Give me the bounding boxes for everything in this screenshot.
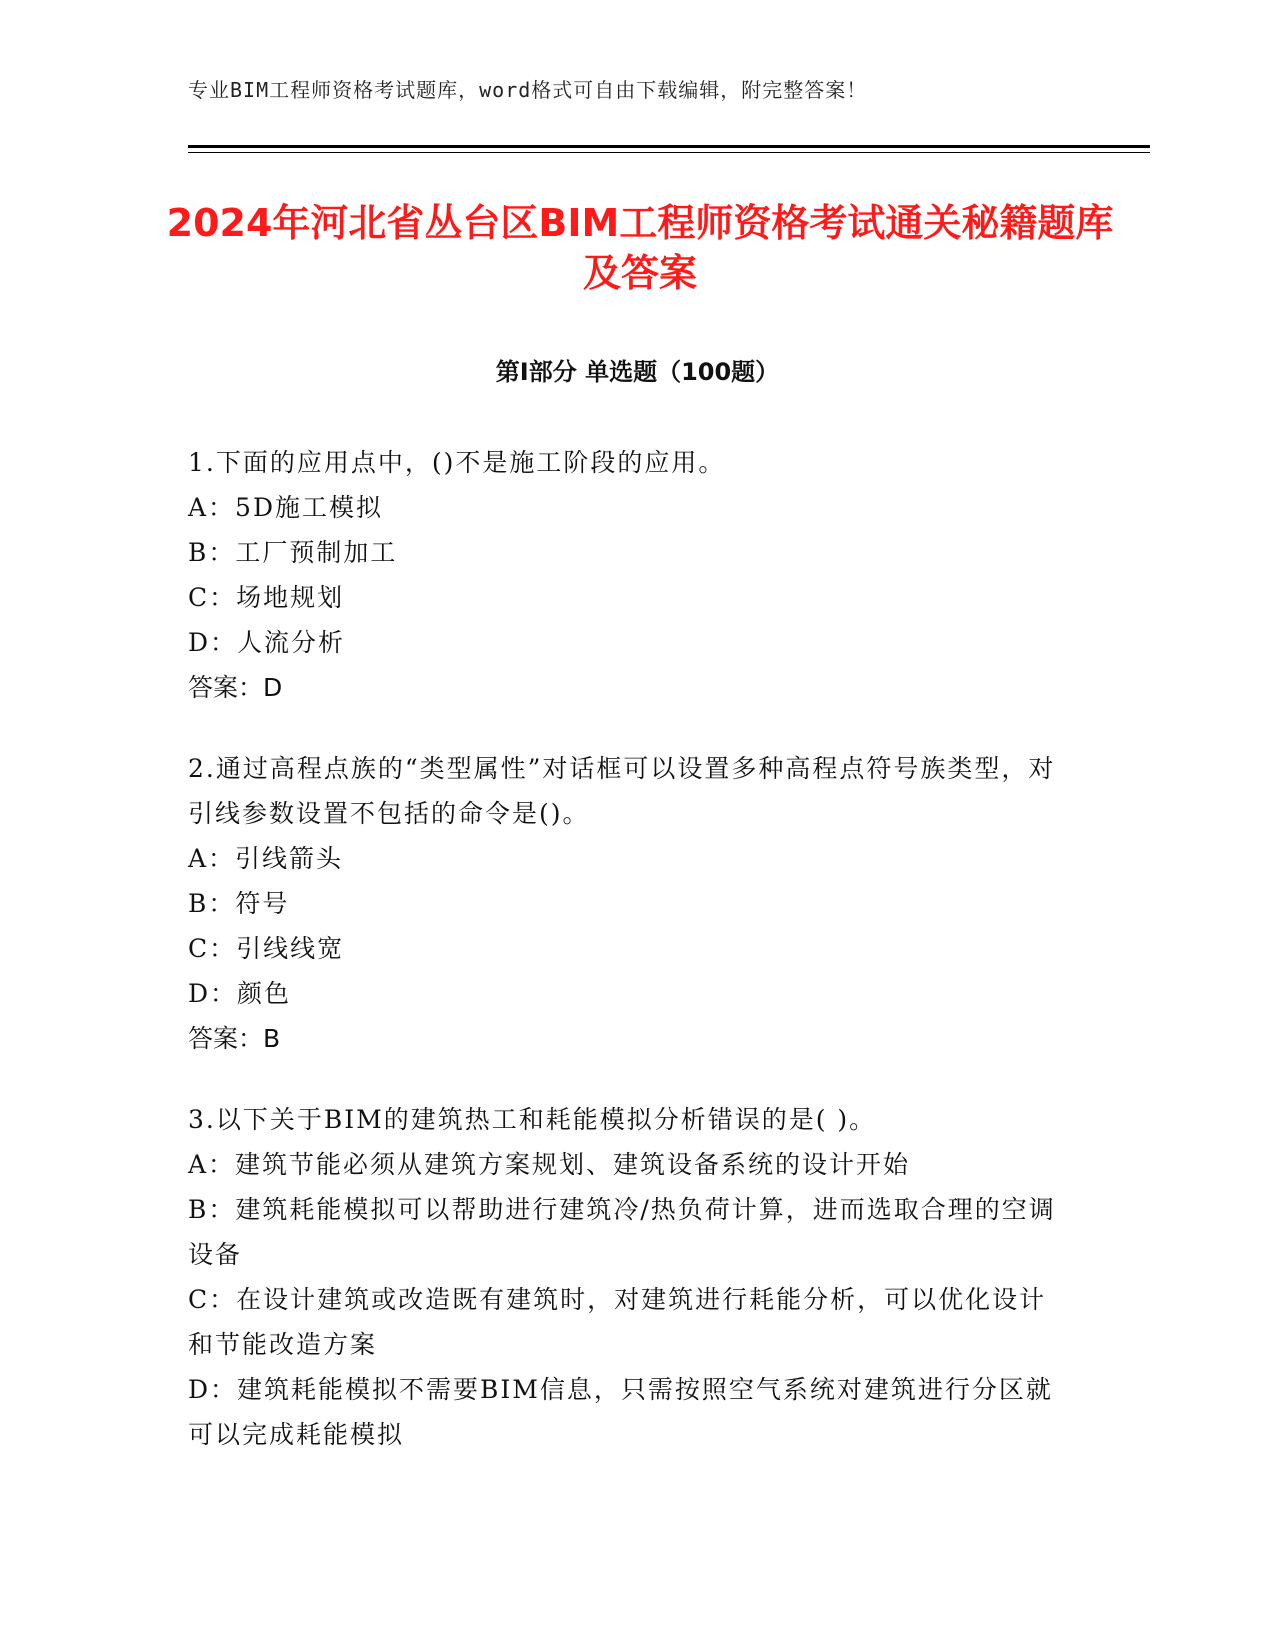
answer: 答案：D [188, 673, 283, 702]
question-1 [188, 440, 1068, 710]
option-c: C：在设计建筑或改造既有建筑时，对建筑进行耗能分析，可以优化设计和节能改造方案 [188, 1285, 1047, 1359]
question-stem: 1.下面的应用点中，()不是施工阶段的应用。 [188, 448, 726, 477]
option-b: B：工厂预制加工 [188, 538, 398, 567]
document-title: 2024年河北省丛台区BIM工程师资格考试通关秘籍题库及答案 [166, 201, 1114, 295]
question-3 [188, 1097, 1068, 1457]
option-a: A：5D施工模拟 [188, 493, 384, 522]
option-c: C：引线线宽 [188, 934, 345, 963]
option-d: D：建筑耗能模拟不需要BIM信息，只需按照空气系统对建筑进行分区就可以完成耗能模拟 [188, 1375, 1053, 1449]
question-stem: 2.通过高程点族的“类型属性”对话框可以设置多种高程点符号族类型，对引线参数设置不包括的命令是()。 [188, 754, 1056, 828]
option-a: A：引线箭头 [188, 844, 344, 873]
option-c: C：场地规划 [188, 583, 345, 612]
option-d: D：颜色 [188, 979, 292, 1008]
section-heading: 第Ⅰ部分 单选题（100题） [495, 358, 780, 386]
question-2 [188, 746, 1068, 1061]
answer: 答案：B [188, 1024, 281, 1053]
question-list [188, 440, 1068, 1493]
option-b: B：建筑耗能模拟可以帮助进行建筑冷/热负荷计算，进而选取合理的空调设备 [188, 1195, 1056, 1269]
header-note: 专业BIM工程师资格考试题库，word格式可自由下载编辑，附完整答案！ [188, 78, 868, 102]
question-stem: 3.以下关于BIM的建筑热工和耗能模拟分析错误的是( )。 [188, 1105, 877, 1134]
header-rule-thin [188, 152, 1150, 153]
option-b: B：符号 [188, 889, 290, 918]
header-rule-thick [188, 145, 1150, 148]
option-d: D：人流分析 [188, 628, 346, 657]
option-a: A：建筑节能必须从建筑方案规划、建筑设备系统的设计开始 [188, 1150, 911, 1179]
